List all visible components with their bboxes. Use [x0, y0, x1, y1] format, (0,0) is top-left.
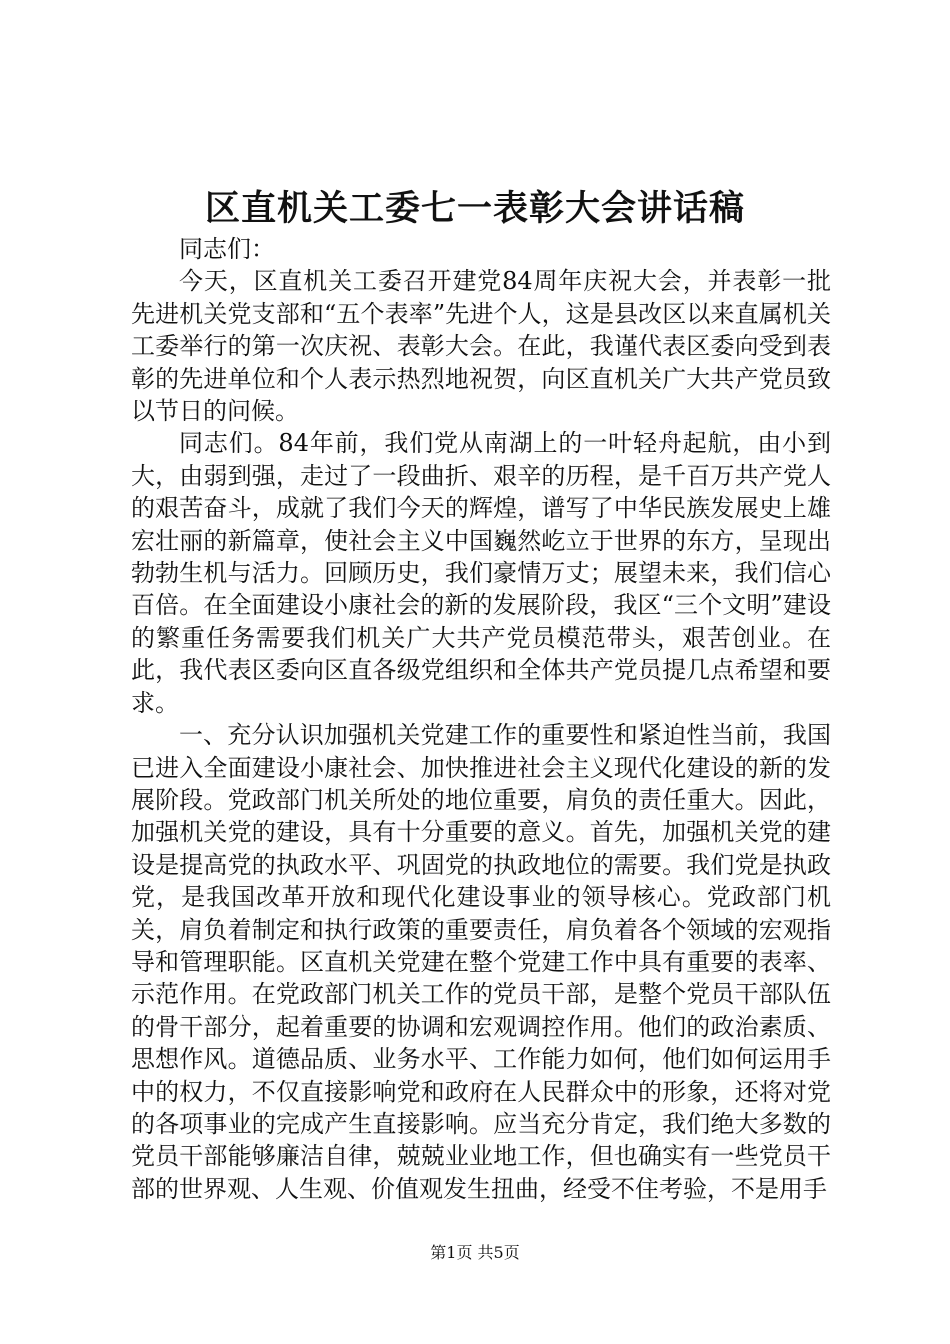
page-footer: 第1页 共5页: [430, 1243, 520, 1262]
salutation: 同志们：: [179, 235, 275, 263]
document-title: 区直机关工委七一表彰大会讲话稿: [204, 188, 745, 229]
paragraph-2: 同志们。84年前，我们党从南湖上的一叶轻舟起航，由小到大，由弱到强，走过了一段曲折、艰辛的历程，是千百万共产党人的艰苦奋斗，成就了我们今天的辉煌，谱写了中华民族发展史上雄宏壮丽的新篇章，使社会主义中国巍然屹立于世界的东方，呈现出勃勃生机与活力。回顾历史，我们豪情万丈；展望未来，我们信心百倍。在全面建设小康社会的新的发展阶段，我区“三个文明”建设的繁重任务需要我们机关广大共产党员模范带头，艰苦创业。在此，我代表区委向区直各级党组织和全体共产党员提几点希望和要求。: [131, 429, 831, 717]
paragraph-3: 一、充分认识加强机关党建工作的重要性和紧迫性当前，我国已进入全面建设小康社会、加快推进社会主义现代化建设的新的发展阶段。党政部门机关所处的地位重要，肩负的责任重大。因此，加强机关党的建设，具有十分重要的意义。首先，加强机关党的建设是提高党的执政水平、巩固党的执政地位的需要。我们党是执政党，是我国改革开放和现代化建设事业的领导核心。党政部门机关，肩负着制定和执行政策的重要责任，肩负着各个领域的宏观指导和管理职能。区直机关党建在整个党建工作中具有重要的表率、示范作用。在党政部门机关工作的党员干部，是整个党员干部队伍的骨干部分，起着重要的协调和宏观调控作用。他们的政治素质、思想作风。道德品质、业务水平、工作能力如何，他们如何运用手中的权力，不仅直接影响党和政府在人民群众中的形象，还将对党的各项事业的完成产生直接影响。应当充分肯定，我们绝大多数的党员干部能够廉洁自律，兢兢业业地工作，但也确实有一些党员干部的世界观、人生观、价值观发生扭曲，经受不住考验，不是用手: [131, 721, 831, 1203]
paragraph-1: 今天，区直机关工委召开建党84周年庆祝大会，并表彰一批先进机关党支部和“五个表率”先进个人，这是县改区以来直属机关工委举行的第一次庆祝、表彰大会。在此，我谨代表区委向受到表彰的先进单位和个人表示热烈地祝贺，向区直机关广大共产党员致以节日的问候。: [131, 267, 831, 426]
document-body: [131, 233, 831, 1205]
